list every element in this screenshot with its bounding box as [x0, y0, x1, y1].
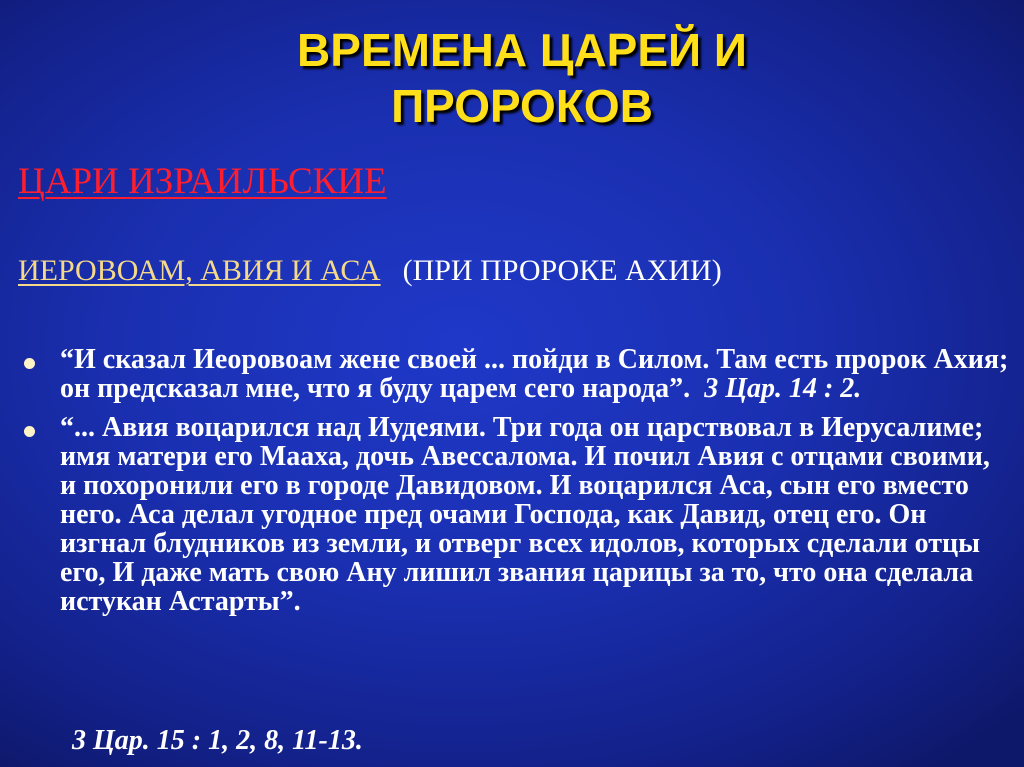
title-line-2: ПРОРОКОВ — [391, 80, 653, 132]
bullet-icon — [24, 426, 35, 437]
quote-list — [22, 345, 1012, 626]
list-item — [22, 413, 1012, 616]
list-item — [22, 345, 1012, 403]
kings-subheading: ИЕРОВОАМ, АВИЯ И АСА — [18, 254, 381, 287]
quote-reference: 3 Цар. 15 : 1, 2, 8, 11-13. — [72, 725, 363, 756]
bullet-icon — [24, 358, 35, 369]
prophet-subheading: (ПРИ ПРОРОКЕ АХИИ) — [402, 254, 722, 287]
subheading-row — [18, 254, 722, 288]
slide-title — [0, 22, 1024, 134]
quote-text: “И сказал Иеоровоам жене своей ... пойди в Силом. Там есть пророк Ахия; он предсказал мне, что я буду царем сего народа”. — [60, 344, 1009, 404]
section-heading: ЦАРИ ИЗРАИЛЬСКИЕ — [18, 161, 387, 202]
title-line-1: ВРЕМЕНА ЦАРЕЙ И — [297, 24, 747, 76]
quote-text: “... Авия воцарился над Иудеями. Три года он царствовал в Иерусалиме; имя матери его Мааха, дочь Авессалома. И почил Авия с отцами своими, и похоронили его в городе Давидовом. И воцарился Аса, сын его вместо него. Аса делал угодное пред очами Господа, как Давид, отец его. Он изгнал блудников из земли, и отверг всех идолов, которых сделали отцы его, И даже мать свою Ану лишил звания царицы за то, что она сделала истукан Астарты”. — [60, 412, 990, 617]
quote-reference: 3 Цар. 14 : 2. — [704, 373, 862, 404]
